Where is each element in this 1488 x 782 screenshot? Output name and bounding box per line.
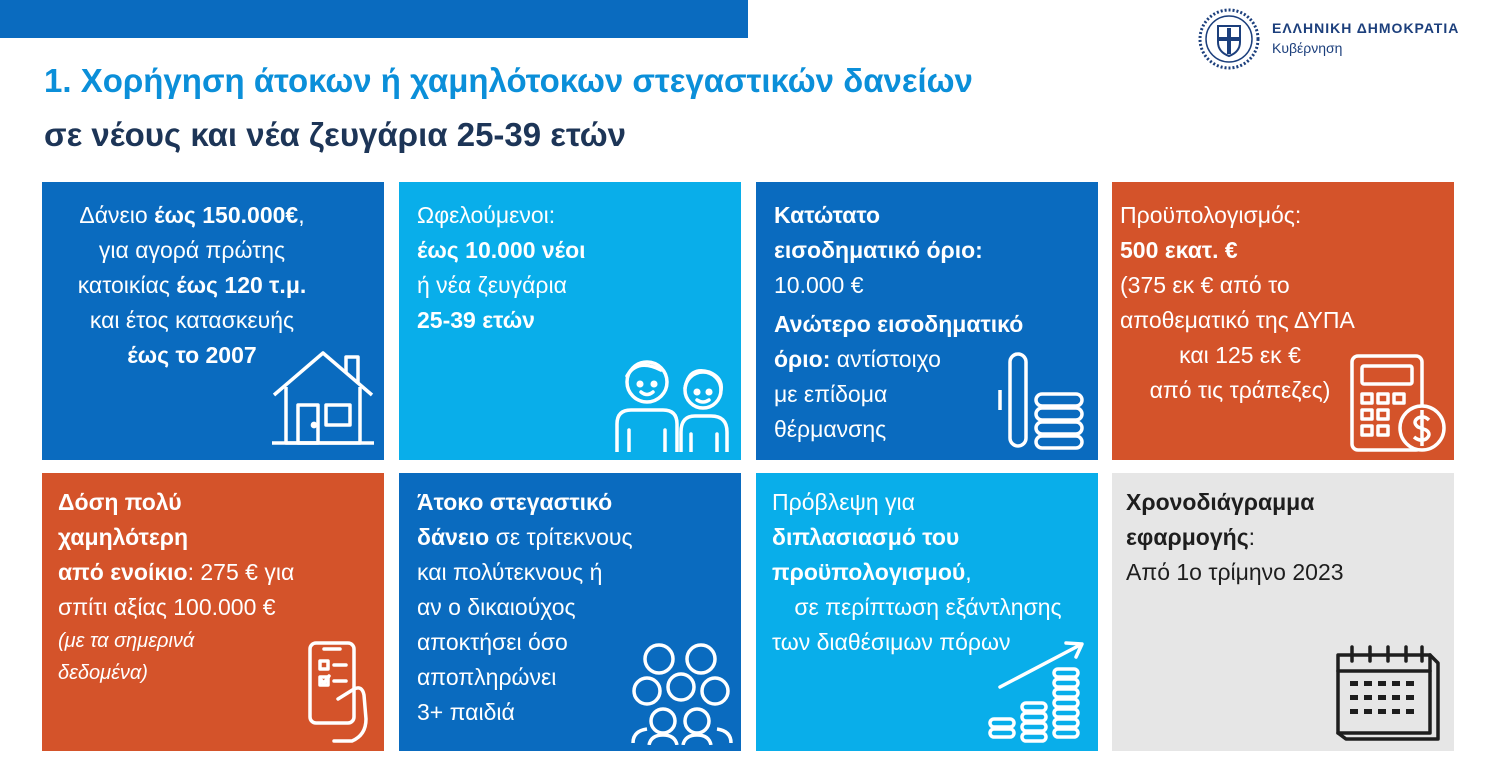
income-max-value: αντίστοιχο bbox=[830, 346, 941, 372]
doubling-label-3: προϋπολογισμού bbox=[772, 559, 966, 585]
interest-free-condition-3: αποπληρώνει bbox=[417, 664, 557, 690]
doubling-comma: , bbox=[965, 559, 972, 585]
income-min-label-1: Κατώτατο bbox=[774, 202, 881, 228]
card-installment bbox=[42, 473, 384, 751]
budget-source-1: (375 εκ € από το bbox=[1120, 272, 1290, 298]
interest-free-target-1: σε τρίτεκνους bbox=[489, 524, 633, 550]
interest-free-condition-2: αποκτήσει όσο bbox=[417, 629, 568, 655]
card-income bbox=[756, 182, 1098, 460]
page-subtitle: σε νέους και νέα ζευγάρια 25-39 ετών bbox=[44, 116, 626, 153]
logo-subtitle: Κυβέρνηση bbox=[1272, 40, 1343, 56]
interest-free-label-2: δάνειο bbox=[417, 524, 490, 550]
installment-house-value: σπίτι αξίας 100.000 € bbox=[58, 594, 276, 620]
loan-house-size: έως 120 τ.μ. bbox=[176, 272, 307, 298]
installment-value: : 275 € για bbox=[187, 559, 295, 585]
income-max-note-1: με επίδομα bbox=[774, 381, 888, 407]
timeline-value: Από 1ο τρίμηνο 2023 bbox=[1126, 559, 1344, 585]
page-title: 1. Χορήγηση άτοκων ή χαμηλότοκων στεγαστικών δανείων bbox=[44, 62, 973, 99]
card-loan bbox=[42, 182, 384, 460]
card-doubling bbox=[756, 473, 1098, 751]
installment-label-2: χαμηλότερη bbox=[58, 524, 189, 550]
interest-free-label: Άτοκο στεγαστικό bbox=[417, 489, 613, 515]
budget-label: Προϋπολογισμός: bbox=[1120, 202, 1302, 228]
growth-coins-icon bbox=[984, 639, 1088, 745]
doubling-condition-1: σε περίπτωση εξάντλησης bbox=[794, 594, 1062, 620]
card-doubling-text bbox=[772, 485, 1098, 660]
logo-title: ΕΛΛΗΝΙΚΗ ΔΗΜΟΚΡΑΤΙΑ bbox=[1272, 20, 1460, 36]
greek-emblem-icon bbox=[1198, 8, 1260, 70]
timeline-label: Χρονοδιάγραμμα bbox=[1126, 489, 1315, 515]
couple-icon bbox=[611, 352, 737, 452]
coins-stack-icon bbox=[996, 350, 1088, 450]
card-beneficiaries-text bbox=[417, 198, 727, 338]
house-icon bbox=[268, 347, 378, 449]
income-min-label-2: εισοδηματικό όριο: bbox=[774, 237, 983, 263]
calendar-icon bbox=[1334, 641, 1442, 741]
budget-source-3: και 125 εκ € bbox=[1179, 342, 1301, 368]
interest-free-condition-1: αν ο δικαιούχος bbox=[417, 594, 576, 620]
card-beneficiaries bbox=[399, 182, 741, 460]
income-max-label: Ανώτερο εισοδηματικό bbox=[774, 311, 1024, 337]
budget-source-4: από τις τράπεζες) bbox=[1149, 377, 1331, 403]
loan-year-text: και έτος κατασκευής bbox=[89, 307, 295, 333]
card-timeline bbox=[1112, 473, 1454, 751]
loan-purpose: για αγορά πρώτης bbox=[98, 237, 286, 263]
card-budget bbox=[1112, 182, 1454, 460]
timeline-colon: : bbox=[1248, 524, 1256, 550]
installment-note-2: δεδομένα) bbox=[58, 662, 148, 684]
beneficiaries-count: έως 10.000 νέοι bbox=[417, 237, 586, 263]
doubling-label: Πρόβλεψη για bbox=[772, 489, 915, 515]
family-icon bbox=[629, 639, 735, 745]
income-min-value: 10.000 € bbox=[774, 272, 864, 298]
installment-note-1: (με τα σημερινά bbox=[58, 630, 195, 652]
installment-label-3: από ενοίκιο bbox=[58, 559, 188, 585]
timeline-label-2: εφαρμογής bbox=[1126, 524, 1249, 550]
interest-free-condition-4: 3+ παιδιά bbox=[417, 699, 515, 725]
budget-source-2: αποθεματικό της ΔΥΠΑ bbox=[1120, 307, 1355, 333]
card-timeline-text bbox=[1126, 485, 1446, 590]
beneficiaries-label: Ωφελούμενοι: bbox=[417, 202, 556, 228]
loan-comma: , bbox=[298, 202, 305, 228]
income-max-label-2: όριο: bbox=[774, 346, 831, 372]
beneficiaries-age: 25-39 ετών bbox=[417, 307, 535, 333]
loan-text: Δάνειο bbox=[79, 202, 155, 228]
budget-amount: 500 εκατ. € bbox=[1120, 237, 1238, 263]
beneficiaries-couples: ή νέα ζευγάρια bbox=[417, 272, 567, 298]
phone-checklist-icon bbox=[304, 639, 370, 745]
interest-free-target-2: και πολύτεκνους ή bbox=[417, 559, 603, 585]
doubling-condition-2: των διαθέσιμων πόρων bbox=[772, 629, 1011, 655]
card-interest-free bbox=[399, 473, 741, 751]
income-max-note-2: θέρμανσης bbox=[774, 416, 887, 442]
installment-label-1: Δόση πολύ bbox=[58, 489, 182, 515]
loan-amount: έως 150.000€ bbox=[154, 202, 299, 228]
government-logo bbox=[1198, 8, 1468, 72]
top-accent-bar bbox=[0, 0, 748, 38]
loan-house-text: κατοικίας bbox=[77, 272, 177, 298]
calculator-dollar-icon bbox=[1348, 352, 1448, 454]
doubling-label-2: διπλασιασμό του bbox=[772, 524, 960, 550]
loan-year: έως το 2007 bbox=[127, 342, 257, 368]
